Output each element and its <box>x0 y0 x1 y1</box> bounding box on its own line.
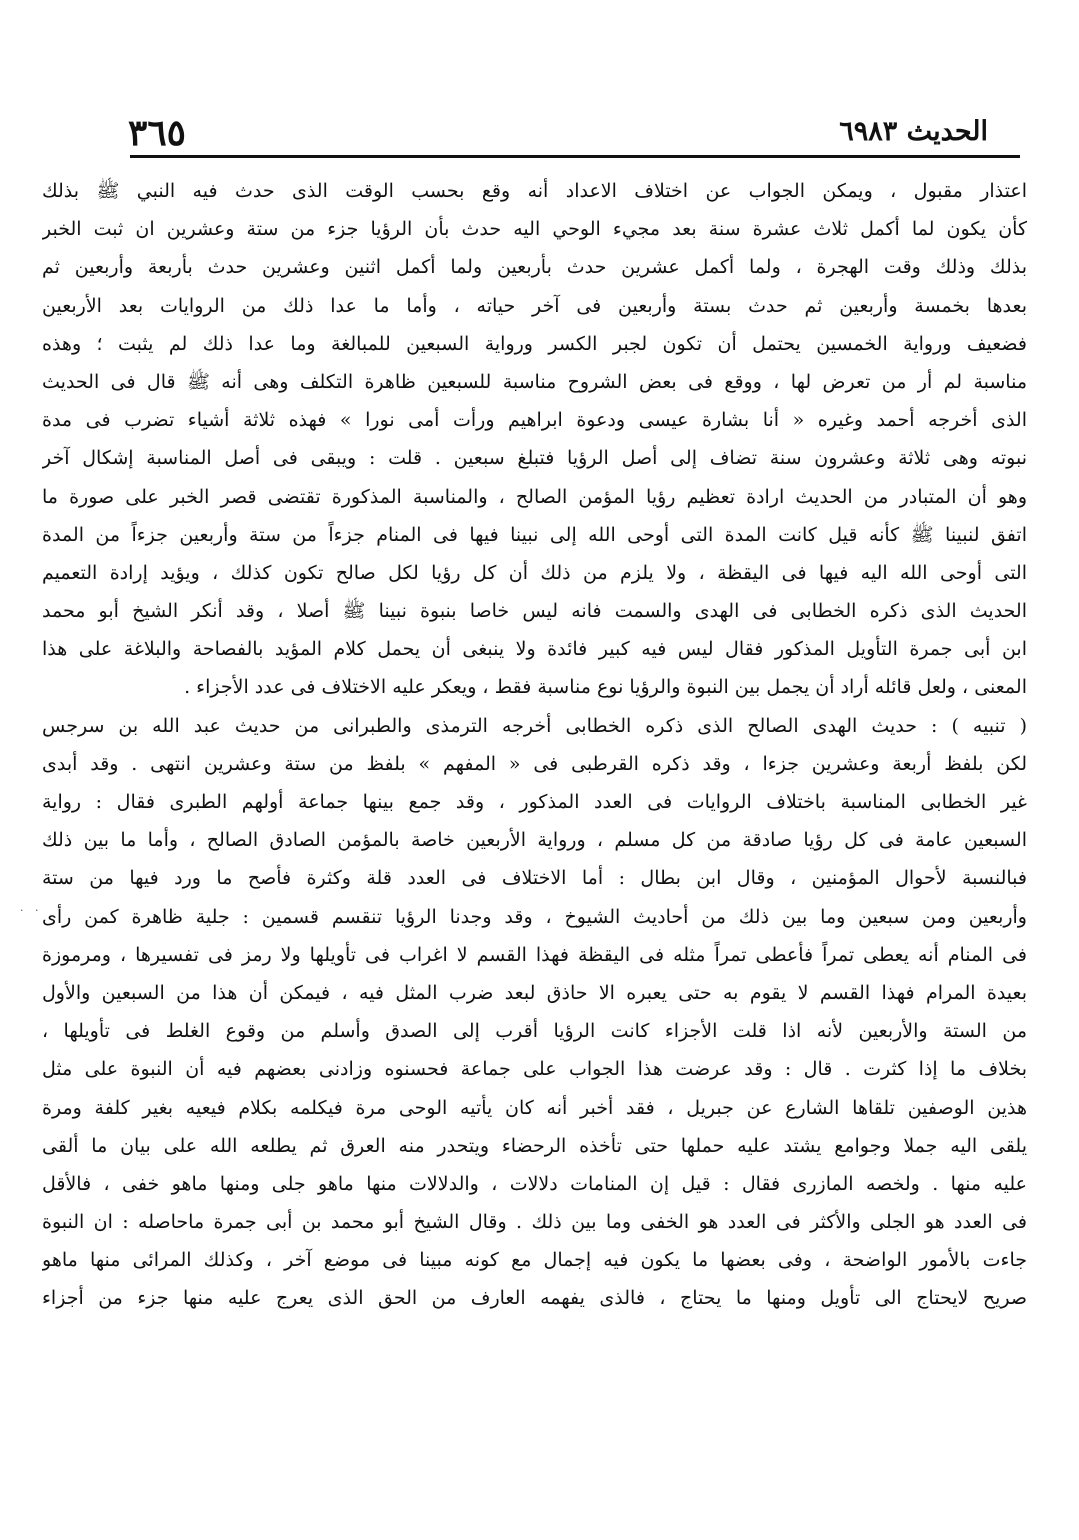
text-line: فضعيف ورواية الخمسين يحتمل أن تكون لجبر الكسر ورواية السبعين للمبالغة وما عدا ذلك لم يثبت ؛ وهذه <box>42 332 1027 355</box>
text-line: السبعين عامة فى كل رؤيا صادقة من كل مسلم ، ورواية الأربعين خاصة بالمؤمن الصادق الصالح ، وأما ما بين ذلك <box>42 829 1027 852</box>
text-line: كأن يكون لما أكمل ثلاث عشرة سنة بعد مجيء الوحي اليه حدث بأن الرؤيا جزء من ستة وعشرين ان ثبت الخبر <box>42 218 1027 241</box>
page-number: ٣٦٥ <box>128 112 187 154</box>
text-line: وهو أن المتبادر من الحديث ارادة تعظيم رؤيا المؤمن الصالح ، والمناسبة المذكورة تقتضى قصر الخبر على صورة ما <box>42 485 1027 508</box>
text-line: اعتذار مقبول ، ويمكن الجواب عن اختلاف الاعداد أنه وقع بحسب الوقت الذى حدث فيه النبي ﷺ بذلك <box>42 180 1027 202</box>
text-line: بذلك وذلك وقت الهجرة ، ولما أكمل عشرين حدث بأربعين ولما أكمل اثنين وعشرين حدث بأربعة وأربعين ثم <box>42 256 1027 279</box>
text-line: بعيدة المرام فهذا القسم لا يقوم به حتى يعبره الا حاذق لبعد ضرب المثل فيه ، فيمكن أن هذا من السبعين والأول <box>42 981 1027 1004</box>
text-line: مناسبة لم أر من تعرض لها ، ووقع فى بعض الشروح مناسبة للسبعين ظاهرة التكلف وهى أنه ﷺ قال فى الحديث <box>42 370 1027 393</box>
text-line: وأربعين ومن سبعين وما بين ذلك من أحاديث الشيوخ ، وقد وجدنا الرؤيا تنقسم قسمين : جلية ظاهرة كمن رأى <box>42 905 1027 928</box>
text-line: بخلاف ما إذا كثرت . قال : وقد عرضت هذا الجواب على جماعة فحسنوه وزادنى بعضهم فيه أن النبوة على مثل <box>42 1058 1027 1081</box>
text-line: فبالنسبة لأحوال المؤمنين ، وقال ابن بطال : أما الاختلاف فى العدد قلة وكثرة فأصح ما ورد فيها من ستة <box>42 867 1027 890</box>
text-line: الذى أخرجه أحمد وغيره « أنا بشارة عيسى ودعوة ابراهيم ورأت أمى نورا » فهذه ثلاثة أشياء تضرب فى مدة <box>42 409 1027 432</box>
text-line: نبوته وهى ثلاثة وعشرون سنة تضاف إلى أصل الرؤيا فتبلغ سبعين . قلت : ويبقى فى أصل المناسبة إشكال آخر <box>42 447 1027 470</box>
text-line: فى العدد هو الجلى والأكثر فى العدد هو الخفى وما بين ذلك . وقال الشيخ أبو محمد بن أبى جمرة ماحاصله : ان النبوة <box>42 1211 1027 1234</box>
text-line: المعنى ، ولعل قائله أراد أن يجمل بين النبوة والرؤيا نوع مناسبة فقط ، ويعكر عليه الاختلاف فى عدد الأجزاء . <box>184 676 1027 699</box>
text-line: غير الخطابى المناسبة باختلاف الروايات فى العدد المذكور ، وقد جمع بينها جماعة أولهم الطبرى فقال : رواية <box>42 791 1027 813</box>
running-header <box>128 112 1018 154</box>
body-text <box>42 172 1027 1318</box>
margin-mark: · · <box>20 904 43 917</box>
text-line: عليه منها . ولخصه المازرى فقال : قيل إن المنامات دلالات ، والدلالات منها ماهو جلى ومنها ماهو خفى ، فالأقل <box>42 1172 1027 1195</box>
header-rule <box>130 155 1020 158</box>
header-title: الحديث ٦٩٨٣ <box>839 116 988 147</box>
text-line: لكن بلفظ أربعة وعشرين جزءا ، وقد ذكره القرطبى فى « المفهم » بلفظ من ستة وعشرين انتهى . وقد أبدى <box>42 752 1027 775</box>
text-line: التى أوحى الله اليه فيها فى اليقظة ، ولا يلزم من ذلك أن كل رؤيا لكل صالح تكون كذلك ، ويؤيد إرادة التعميم <box>42 561 1027 584</box>
text-line: جاءت بالأمور الواضحة ، وفى بعضها ما يكون فيه إجمال مع كونه مبينا فى موضع آخر ، وكذلك المرائى منها ماهو <box>42 1249 1027 1272</box>
text-line: فى المنام أنه يعطى تمراً فأعطى تمراً مثله فى اليقظة فهذا القسم لا اغراب فى تأويلها ولا رمز فى تفسيرها ، ومرموزة <box>42 943 1027 966</box>
text-line: صريح لايحتاج الى تأويل ومنها ما يحتاج ، فالذى يفهمه العارف من الحق الذى يعرج عليه منها جزء من أجزاء <box>42 1287 1027 1310</box>
text-line: ( تنبيه ) : حديث الهدى الصالح الذى ذكره الخطابى أخرجه الترمذى والطبرانى من حديث عبد الله بن سرجس <box>42 714 1027 737</box>
text-line: اتفق لنبينا ﷺ كأنه قيل كانت المدة التى أوحى الله إلى نبينا فيها فى المنام جزءاً من ستة وأربعين جزءاً من المدة <box>42 523 1027 546</box>
text-line: الحديث الذى ذكره الخطابى فى الهدى والسمت فانه ليس خاصا بنبوة نبينا ﷺ أصلا ، وقد أنكر الشيخ أبو محمد <box>42 600 1027 623</box>
text-line: من الستة والأربعين لأنه اذا قلت الأجزاء كانت الرؤيا أقرب إلى الصدق وأسلم من وقوع الغلط فى تأويلها ، <box>42 1020 1027 1043</box>
text-line: يلقى اليه جملا وجوامع يشتد عليه حملها حتى تأخذه الرحضاء ويتحدر منه العرق ثم يطلعه الله على بيان ما ألقى <box>42 1134 1027 1157</box>
text-line: بعدها بخمسة وأربعين ثم حدث بستة وأربعين فى آخر حياته ، وأما ما عدا ذلك من الروايات بعد الأربعين <box>42 294 1027 317</box>
text-line: هذين الوصفين تلقاها الشارع عن جبريل ، فقد أخبر أنه كان يأتيه الوحى مرة فيكلمه بكلام فيعيه بغير كلفة ومرة <box>42 1096 1027 1119</box>
text-line: ابن أبى جمرة التأويل المذكور فقال ليس فيه كبير فائدة ولا ينبغى أن يحمل كلام المؤيد بالفصاحة والبلاغة على هذا <box>42 638 1027 661</box>
